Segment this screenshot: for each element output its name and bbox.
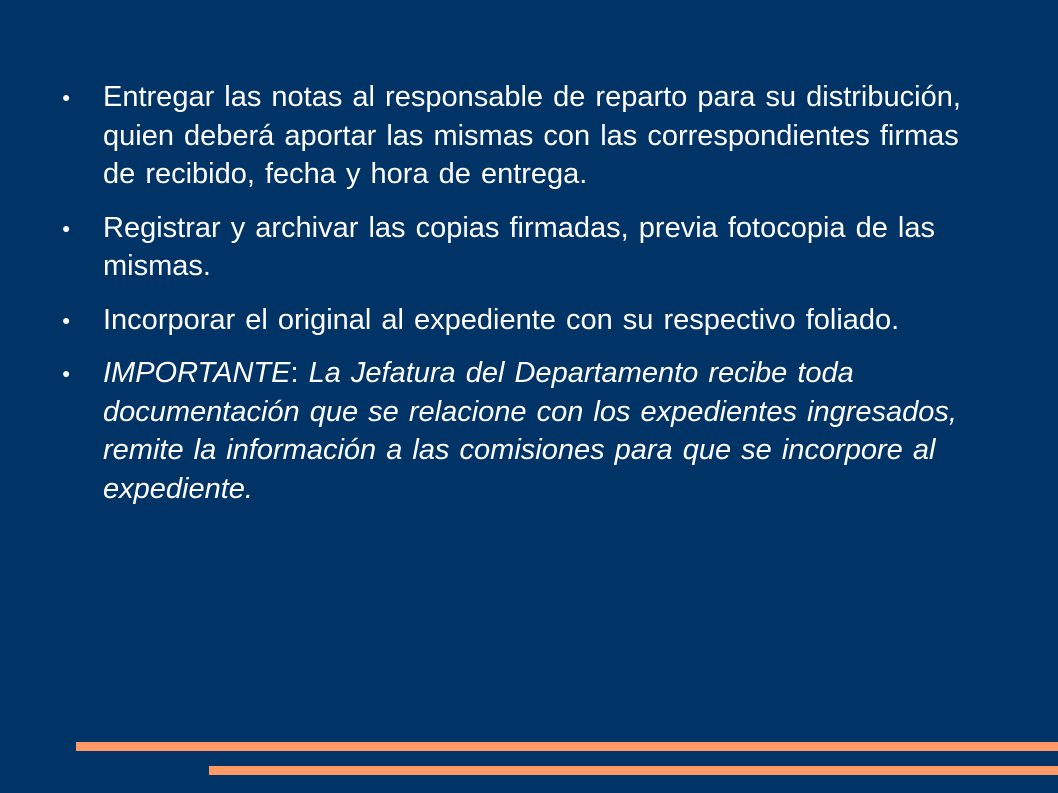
bullet-list <box>62 78 992 523</box>
bullet-marker-icon: ● <box>62 89 71 105</box>
bullet-text-4: La Jefatura del Departamento recibe toda documentación que se relacione con los expedientes ingresados, remite la información a las comisiones para que se incorpore al expediente. <box>103 357 957 505</box>
decorative-bar-short <box>209 766 1058 775</box>
bullet-item-2 <box>62 209 992 286</box>
decorative-bar-long <box>76 742 1058 751</box>
bullet-text-1: Entregar las notas al responsable de reparto para su distribución, quien deberá aportar las mismas con las correspondientes firmas de recibido, fecha y hora de entrega. <box>103 81 961 190</box>
bullet-marker-icon: ● <box>62 365 71 381</box>
bullet-text-2: Registrar y archivar las copias firmadas, previa fotocopia de las mismas. <box>103 211 935 282</box>
bullet-item-4 <box>62 354 992 508</box>
bullet-item-1 <box>62 78 992 194</box>
bullet-marker-icon: ● <box>62 311 71 328</box>
bullet-item-3 <box>62 301 992 340</box>
bullet-marker-icon: ● <box>62 219 71 236</box>
bullet-text-3: Incorporar el original al expediente con su respectivo foliado. <box>103 303 900 336</box>
important-separator: : <box>290 357 309 389</box>
important-label: IMPORTANTE <box>103 357 291 389</box>
